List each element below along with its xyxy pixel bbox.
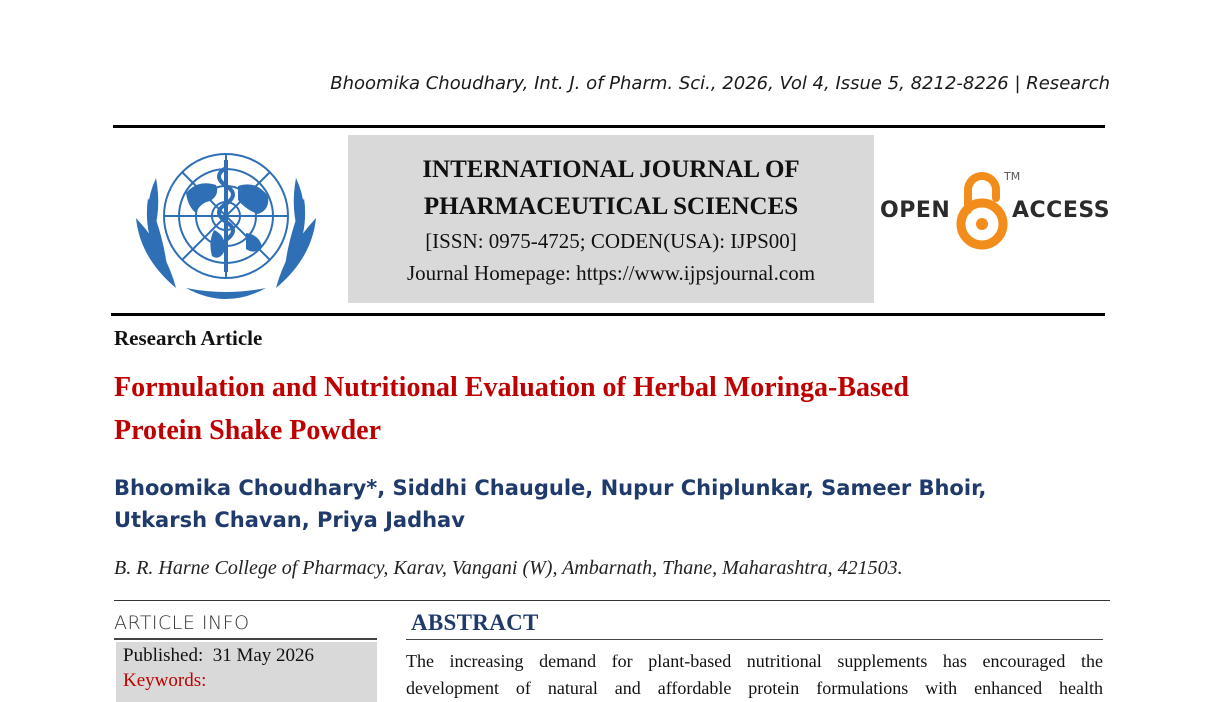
article-info-heading: ARTICLE INFO [114,612,250,634]
journal-name [348,151,874,225]
abstract-heading: ABSTRACT [411,610,539,635]
open-access-logo [880,168,1110,250]
abstract-underline [406,639,1103,640]
author-list-line1: Bhoomika Choudhary*, Siddhi Chaugule, Nupur Chiplunkar, Sameer Bhoir, [114,476,987,500]
journal-emblem-icon [126,138,326,308]
running-header: Bhoomika Choudhary, Int. J. of Pharm. Sci., 2026, Vol 4, Issue 5, 8212-8226 | Research [330,73,1110,94]
abstract-text [406,648,1103,702]
bottom-rule [111,313,1105,316]
open-access-access-text: ACCESS [1012,198,1111,223]
published-date: Published: 31 May 2026 [123,645,315,666]
top-rule [113,125,1105,128]
journal-masthead [348,135,874,303]
open-access-open-text: OPEN [880,198,951,223]
issn-line: [ISSN: 0975-4725; CODEN(USA): IJPS00] [425,229,797,253]
trademark-mark: TM [1004,170,1021,183]
keywords-label: Keywords: [123,670,207,691]
article-title-line1: Formulation and Nutritional Evaluation of Herbal Moringa-Based [114,372,909,403]
abstract-line2: development of natural and affordable protein formulations with enhanced health [406,678,1103,698]
journal-name-line2: PHARMACEUTICAL SCIENCES [423,193,799,220]
author-list-line2: Utkarsh Chavan, Priya Jadhav [114,508,465,532]
article-title [114,366,1074,452]
abstract-line1: The increasing demand for plant-based nutritional supplements has encouraged the [406,651,1103,671]
section-divider [114,600,1110,601]
article-type: Research Article [114,326,263,350]
author-list [114,472,1074,536]
affiliation: B. R. Harne College of Pharmacy, Karav, Vangani (W), Ambarnath, Thane, Maharashtra, 421503. [114,557,903,579]
journal-homepage-link[interactable]: Journal Homepage: https://www.ijpsjournal.com [406,261,816,285]
article-title-line2: Protein Shake Powder [114,415,382,446]
journal-name-line1: INTERNATIONAL JOURNAL OF [422,156,800,183]
open-lock-icon [956,168,1008,250]
article-info-underline [114,638,377,640]
